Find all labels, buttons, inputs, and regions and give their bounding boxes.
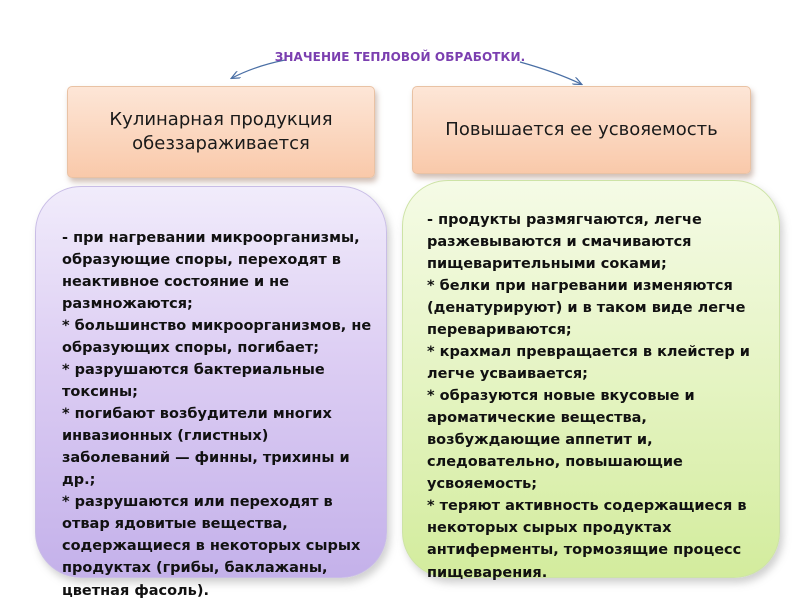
arrow-right	[520, 62, 581, 84]
right-heading-text: Повышается ее усвояемость	[445, 118, 718, 140]
right-heading-box	[412, 86, 751, 174]
diagram-title: ЗНАЧЕНИЕ ТЕПЛОВОЙ ОБРАБОТКИ.	[274, 50, 526, 64]
left-heading-box	[67, 86, 375, 178]
left-heading-text: Кулинарная продукция обеззараживается	[109, 108, 333, 154]
left-detail-box: - при нагревании микроорганизмы, образующие споры, переходят в неактивное состояние и не размножаются; * большинство микроорганизмов, не образующих споры, погибает; * разрушаются бактериальные токсины; * погибают возбудители многих инвазионных (глистных) заболеваний — финны, трихины и др.; * разрушаются или переходят в отвар ядовитые вещества, содержащиеся в некоторых сырых продуктах (грибы, баклажаны, цветная фасоль).	[35, 186, 387, 578]
right-detail-box: - продукты размягчаются, легче разжевываются и смачиваются пищеварительными соками; * белки при нагревании изменяются (денатурируют) и в таком виде легче перевариваются; * крахмал превращается в клейстер и легче усваивается; * образуются новые вкусовые и ароматические вещества, возбуждающие аппетит и, следовательно, повышающие усвояемость; * теряют активность содержащиеся в некоторых сырых продуктах антиферменты, тормозящие процесс пищеварения.	[402, 180, 780, 578]
